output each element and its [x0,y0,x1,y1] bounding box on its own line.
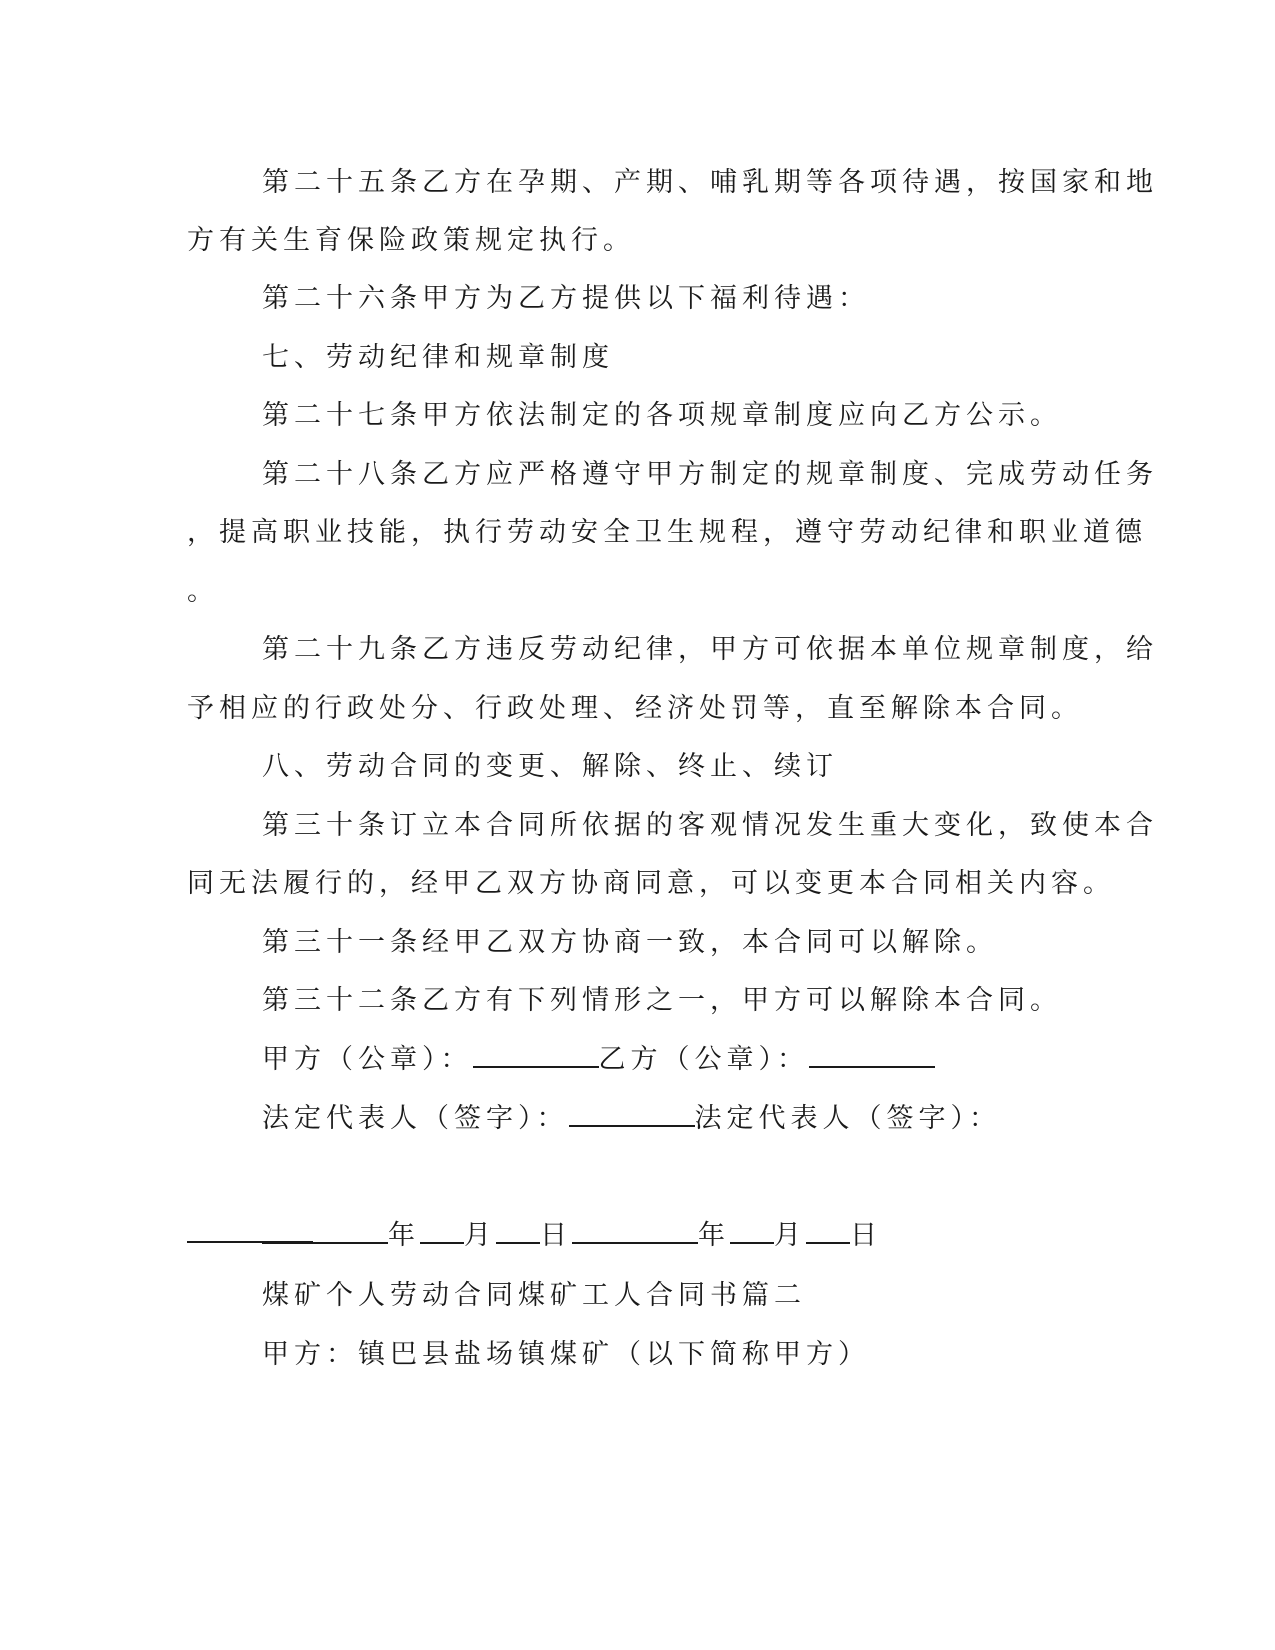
day-label: 日 [850,1220,882,1251]
month-label: 月 [464,1220,496,1251]
year-b-blank[interactable] [572,1220,698,1244]
paragraph-line: 同无法履行的，经甲乙双方协商同意，可以变更本合同相关内容。 [187,868,1115,899]
party-b-rep-label: 法定代表人（签字）： [694,1103,1001,1134]
month-label: 月 [774,1220,806,1251]
paragraph-line: 第二十七条甲方依法制定的各项规章制度应向乙方公示。 [262,400,1062,431]
party-a-rep-label: 法定代表人（签字）： [262,1103,569,1134]
year-label: 年 [388,1220,420,1251]
party-b-seal-blank[interactable] [809,1044,935,1068]
party-a-intro: 甲方：镇巴县盐场镇煤矿（以下简称甲方） [262,1339,870,1370]
party-a-seal-label: 甲方（公章）： [262,1044,473,1075]
section-title: 煤矿个人劳动合同煤矿工人合同书篇二 [262,1280,806,1311]
party-a-rep-blank[interactable] [569,1103,695,1127]
paragraph-line: 予相应的行政处分、行政处理、经济处罚等，直至解除本合同。 [187,693,1083,724]
party-a-seal-blank[interactable] [473,1044,599,1068]
month-b-blank[interactable] [730,1220,774,1244]
year-label: 年 [698,1220,730,1251]
day-a-blank[interactable] [496,1220,540,1244]
paragraph-line: 第三十二条乙方有下列情形之一，甲方可以解除本合同。 [262,985,1062,1016]
paragraph-line: 第二十八条乙方应严格遵守甲方制定的规章制度、完成劳动任务 [262,459,1158,490]
paragraph-line: 第二十五条乙方在孕期、产期、哺乳期等各项待遇，按国家和地 [262,167,1158,198]
day-label: 日 [540,1220,572,1251]
seal-line [262,1043,1162,1077]
paragraph-line: 第三十条订立本合同所依据的客观情况发生重大变化，致使本合 [262,810,1158,841]
date-line [262,1219,1162,1253]
paragraph-line: ，提高职业技能，执行劳动安全卫生规程，遵守劳动纪律和职业道德 [187,517,1147,548]
paragraph-line: 。 [187,576,219,607]
representative-line [262,1102,1162,1136]
party-b-seal-label: 乙方（公章）： [598,1044,809,1075]
paragraph-line: 第三十一条经甲乙双方协商一致，本合同可以解除。 [262,927,998,958]
day-b-blank[interactable] [806,1220,850,1244]
section-heading: 八、劳动合同的变更、解除、终止、续订 [262,751,838,782]
year-a-blank[interactable] [262,1220,388,1244]
month-a-blank[interactable] [420,1220,464,1244]
section-heading: 七、劳动纪律和规章制度 [262,342,614,373]
paragraph-line: 第二十九条乙方违反劳动纪律，甲方可依据本单位规章制度，给 [262,634,1158,665]
paragraph-line: 第二十六条甲方为乙方提供以下福利待遇： [262,283,870,314]
paragraph-line: 方有关生育保险政策规定执行。 [187,225,635,256]
